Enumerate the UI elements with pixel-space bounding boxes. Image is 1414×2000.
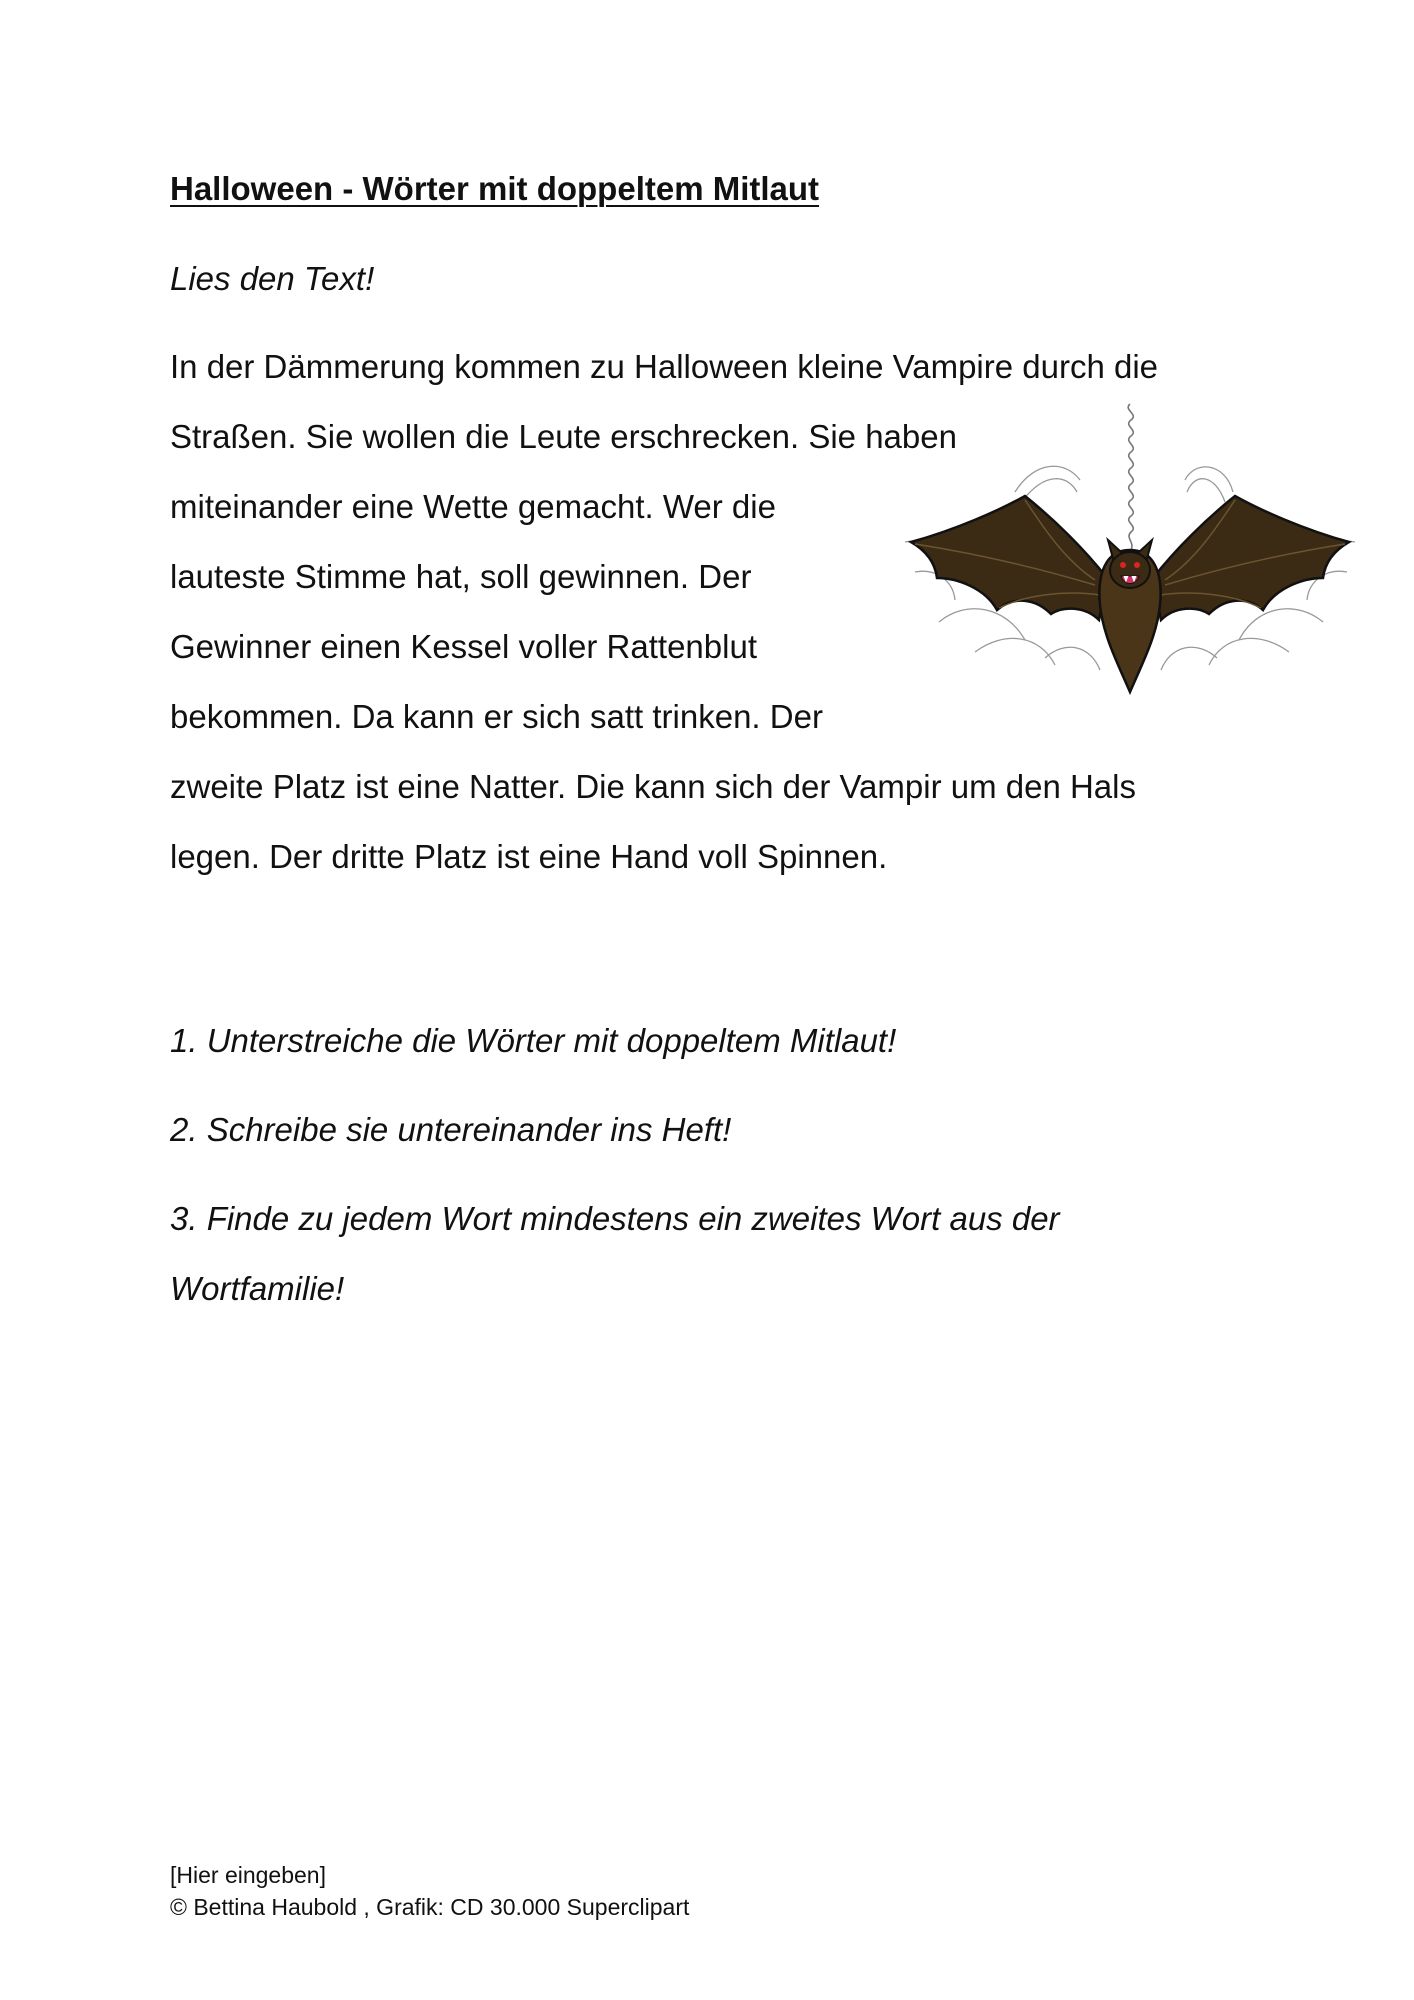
footer-placeholder[interactable]: [Hier eingeben] bbox=[170, 1862, 326, 1888]
bat-right-wing bbox=[1153, 496, 1349, 620]
story-line-6: bekommen. Da kann er sich satt trinken. Der bbox=[170, 698, 823, 735]
task-3: 3. Finde zu jedem Wort mindestens ein zweites Wort aus der bbox=[170, 1200, 1060, 1237]
story-line-2: Straßen. Sie wollen die Leute erschrecken. Sie haben bbox=[170, 418, 957, 455]
story-line-7: zweite Platz ist eine Natter. Die kann sich der Vampir um den Hals bbox=[170, 768, 1136, 805]
task-1: 1. Unterstreiche die Wörter mit doppeltem Mitlaut! bbox=[170, 1022, 897, 1059]
story-line-1: In der Dämmerung kommen zu Halloween kleine Vampire durch die bbox=[170, 348, 1159, 385]
story-line-3: miteinander eine Wette gemacht. Wer die bbox=[170, 488, 776, 525]
footer-copyright: © Bettina Haubold , Grafik: CD 30.000 Superclipart bbox=[170, 1894, 690, 1920]
bat-head bbox=[1108, 540, 1152, 588]
story-line-8: legen. Der dritte Platz ist eine Hand voll Spinnen. bbox=[170, 838, 888, 875]
task-3-continuation: Wortfamilie! bbox=[170, 1270, 345, 1307]
bat-illustration bbox=[895, 400, 1365, 730]
read-instruction: Lies den Text! bbox=[170, 260, 375, 297]
task-2: 2. Schreibe sie untereinander ins Heft! bbox=[170, 1111, 732, 1148]
bat-left-wing bbox=[911, 496, 1107, 620]
spring-thread-icon bbox=[1128, 404, 1133, 550]
worksheet-title: Halloween - Wörter mit doppeltem Mitlaut bbox=[170, 170, 820, 207]
story-line-5: Gewinner einen Kessel voller Rattenblut bbox=[170, 628, 757, 665]
story-line-4: lauteste Stimme hat, soll gewinnen. Der bbox=[170, 558, 752, 595]
